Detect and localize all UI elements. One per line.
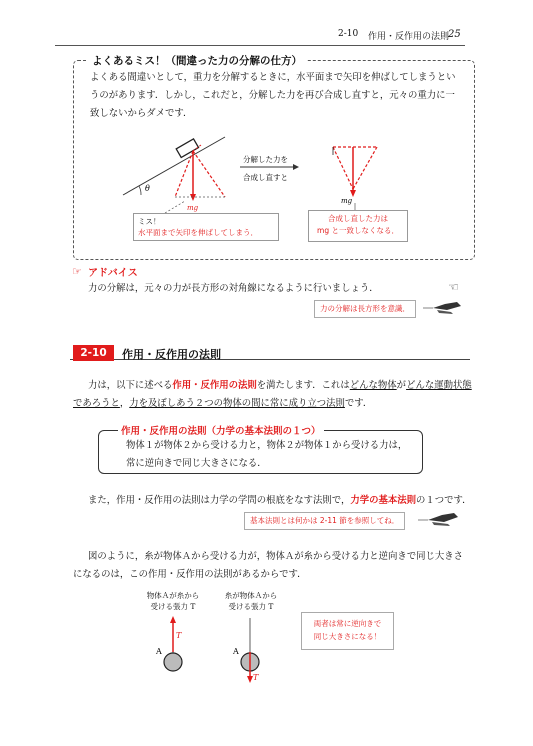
arrow-text-2: 合成し直すと bbox=[243, 173, 288, 182]
figure-label-2-line2: 受ける張力 T bbox=[228, 602, 274, 611]
callout-recomposed-line1: 合成し直した力は bbox=[328, 214, 388, 223]
recomposed-side-1 bbox=[333, 147, 353, 189]
angle-arc bbox=[139, 186, 141, 195]
callout-mistake-text: 水平面まで矢印を伸ばしてしまう． bbox=[138, 228, 258, 237]
reference-note: 基本法則とは何かは 2-11 節を参照してね． bbox=[244, 512, 405, 530]
p3-text-a: また，作用・反作用の法則は力学の学問の根底をなす法則で， bbox=[88, 495, 351, 506]
p2-text-d: です． bbox=[344, 398, 373, 409]
advice-label: アドバイス bbox=[88, 268, 138, 279]
law-line-1: 物体１が物体２から受ける力と，物体２が物体１から受ける力は， bbox=[126, 440, 408, 451]
header-title: 作用・反作用の法則 bbox=[368, 32, 450, 42]
figure-label-2-line1: 糸が物体Ａから bbox=[224, 591, 278, 600]
callout-same-magnitude-line1: 両者は常に逆向きで bbox=[313, 619, 382, 628]
wrong-component-2 bbox=[193, 151, 225, 197]
theta-label: θ bbox=[145, 184, 150, 193]
paragraph-1 bbox=[88, 377, 472, 394]
mg-label-1: mg bbox=[187, 204, 199, 212]
callout-mistake-label: ミス！ bbox=[138, 217, 161, 226]
paragraph-5: になるのは，この作用・反作用の法則があるからです． bbox=[73, 569, 307, 580]
p3-term-basic-law: 力学の基本法則 bbox=[350, 495, 416, 506]
block bbox=[176, 139, 198, 158]
pointing-hand-icon: ☞ bbox=[72, 265, 82, 278]
p1-text-a: 力は，以下に述べる bbox=[88, 380, 173, 391]
paragraph-4: 図のように，糸が物体Ａから受ける力が，物体Ａが糸から受ける力と逆向きで同じ大きさ bbox=[88, 551, 464, 562]
hand-icon: ☜ bbox=[448, 280, 459, 294]
arrow-text-1: 分解した力を bbox=[243, 155, 288, 164]
p1-text-e: が bbox=[396, 380, 407, 391]
figure-label-1-line1: 物体Ａが糸から bbox=[146, 591, 200, 600]
object-a-label-1: A bbox=[156, 647, 162, 656]
section-number: 2-10 bbox=[73, 345, 114, 361]
law-title: 作用・反作用の法則（力学の基本法則の１つ） bbox=[118, 423, 324, 437]
p1-text-c: を満たします．これは bbox=[256, 380, 350, 391]
callout-same-magnitude-line2: 同じ大きさになる！ bbox=[313, 632, 382, 641]
wrong-component-1 bbox=[175, 151, 193, 197]
callout-recomposed-line2: mg と一致しなくなる． bbox=[317, 226, 399, 235]
callout-mistake bbox=[133, 213, 279, 241]
pen-icon bbox=[423, 300, 463, 316]
law-line-2: 常に逆向きで同じ大きさになる． bbox=[126, 458, 267, 469]
callout-same-magnitude bbox=[301, 612, 394, 650]
p1-underline-1: どんな物体 bbox=[349, 380, 397, 391]
p1-term-law: 作用・反作用の法則 bbox=[172, 380, 257, 391]
page-number: 25 bbox=[448, 29, 461, 40]
p2-underline-1: であろうと bbox=[73, 398, 120, 409]
figure-label-1-line2: 受ける張力 T bbox=[150, 602, 196, 611]
callout-recomposed bbox=[308, 210, 408, 242]
advice-text: 力の分解は，元々の力が長方形の対角線になるように行いましょう． bbox=[88, 283, 379, 294]
p3-text-c: の１つです． bbox=[415, 495, 472, 506]
mg-label-2: mg bbox=[341, 197, 353, 205]
tension-label-2: T bbox=[253, 673, 259, 682]
header-rule bbox=[55, 45, 465, 46]
paragraph-3 bbox=[88, 492, 471, 509]
object-a-1 bbox=[164, 653, 182, 671]
p2-underline-2: 力を及ぼしあう２つの物体の間に常に成り立つ法則 bbox=[129, 398, 345, 409]
p2-comma: ， bbox=[119, 398, 130, 409]
slope-line bbox=[123, 137, 225, 195]
header-section-number: 2-10 bbox=[338, 29, 359, 39]
paragraph-2 bbox=[73, 395, 372, 412]
tension-figure bbox=[130, 588, 290, 688]
pen-icon-2 bbox=[418, 510, 460, 528]
p1-underline-2: どんな運動状態 bbox=[406, 380, 472, 391]
advice-note: 力の分解は長方形を意識． bbox=[314, 300, 416, 318]
section-title: 作用・反作用の法則 bbox=[122, 348, 221, 361]
mistake-body: よくある間違いとして，重力を分解するときに，水平面まで矢印を伸ばしてしまうというのがあります．しかし，これだと，分解した力を再び合成し直すと，元々の重力に一致しないからダメです． bbox=[90, 72, 456, 119]
object-a-label-2: A bbox=[233, 647, 239, 656]
mistake-title: よくあるミス！（間違った力の分解の仕方） bbox=[88, 53, 306, 68]
tension-label-1: T bbox=[176, 631, 182, 640]
